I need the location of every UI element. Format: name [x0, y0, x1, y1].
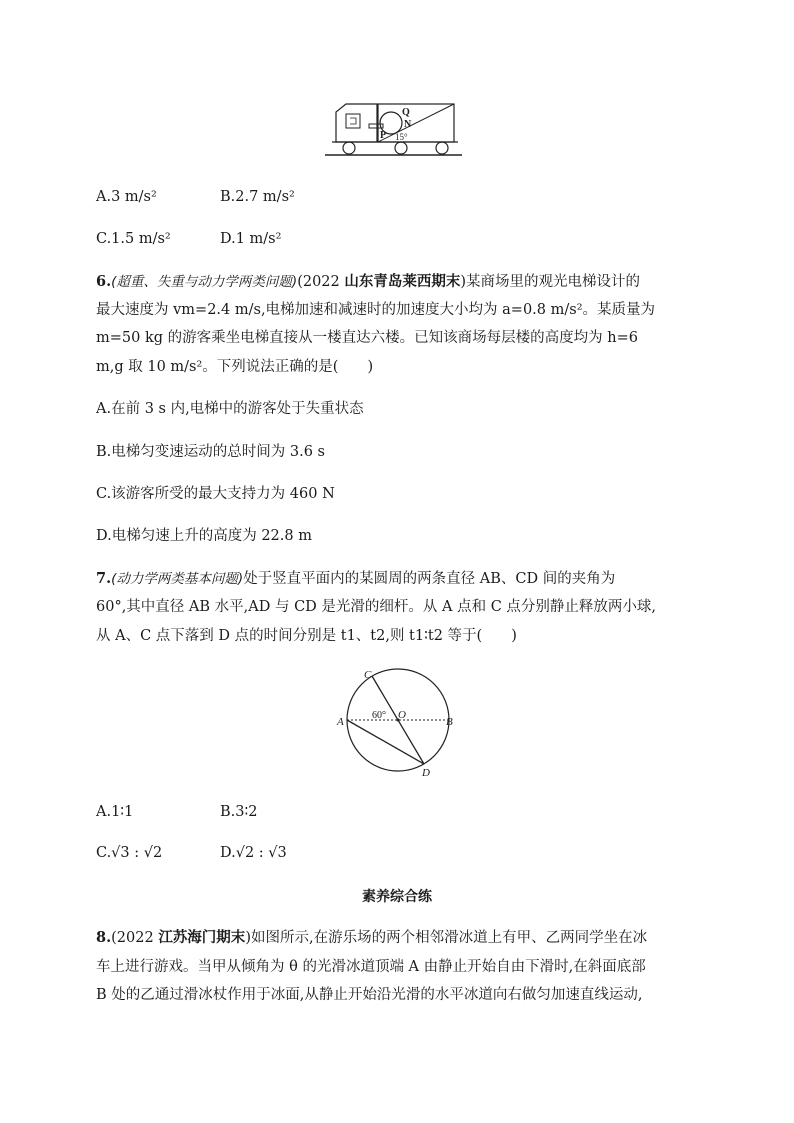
label-q: Q	[402, 107, 410, 118]
q8-source: 江苏海门期末	[158, 929, 246, 946]
q7-option-d: D.√2 : √3	[220, 845, 287, 861]
q5-option-c: C.1.5 m/s²	[96, 231, 171, 247]
q5-option-a: A.3 m/s²	[96, 189, 157, 205]
q8-source-post: )	[245, 930, 251, 946]
q6-line-2: 最大速度为 vm=2.4 m/s,电梯加速和减速时的加速度大小均为 a=0.8 m/s²。某质量为	[96, 302, 656, 318]
cart-cab-window	[346, 114, 360, 128]
q6-source: 山东青岛莱西期末	[344, 273, 461, 290]
q8-number: 8.	[96, 929, 112, 946]
q7-tag: (动力学两类基本问题)	[111, 571, 244, 587]
point-d: D	[422, 767, 430, 778]
cart-figure	[322, 100, 472, 160]
q8-line-2: 车上进行游戏。当甲从倾角为 θ 的光滑冰道顶端 A 由静止开始自由下滑时,在斜面底部	[96, 959, 646, 975]
label-n: N	[404, 119, 412, 130]
q5-option-b: B.2.7 m/s²	[220, 189, 295, 205]
q8-line-1-text: 如图所示,在游乐场的两个相邻滑冰道上有甲、乙两同学坐在冰	[250, 930, 648, 946]
point-a: A	[337, 716, 344, 728]
q8-line-3: B 处的乙通过滑冰杖作用于冰面,从静止开始沿光滑的水平冰道向右做匀加速直线运动,	[96, 987, 643, 1003]
point-c: C	[364, 669, 372, 681]
cart-wheel	[343, 142, 355, 154]
q6-line-1	[96, 272, 640, 292]
q7-line-3: 从 A、C 点下落到 D 点的时间分别是 t1、t2,则 t1∶t2 等于( )	[96, 628, 517, 644]
q6-tag: (超重、失重与动力学两类问题)	[111, 274, 298, 290]
cart-cab	[336, 104, 377, 142]
q7-option-a: A.1∶1	[96, 804, 134, 820]
point-b: B	[446, 716, 453, 728]
rod-ad	[347, 720, 424, 764]
label-p: P	[380, 130, 387, 141]
label-angle: 15°	[395, 132, 408, 142]
section-title: 素养综合练	[362, 889, 432, 905]
q7-option-b: B.3∶2	[220, 804, 258, 820]
q6-number: 6.	[96, 273, 112, 290]
q6-line-3: m=50 kg 的游客乘坐电梯直接从一楼直达六楼。已知该商场每层楼的高度均为 h=6	[96, 330, 638, 346]
q7-line-1	[96, 569, 615, 589]
cart-wheel	[436, 142, 448, 154]
circle-figure	[336, 668, 462, 778]
cart-wedge	[378, 104, 454, 142]
q7-line-1-text: 处于竖直平面内的某圆周的两条直径 AB、CD 间的夹角为	[243, 571, 616, 587]
q8-source-pre: (2022	[111, 930, 159, 946]
q7-option-c: C.√3 : √2	[96, 845, 163, 861]
q6-option-a: A.在前 3 s 内,电梯中的游客处于失重状态	[96, 401, 364, 417]
q7-number: 7.	[96, 570, 112, 587]
q6-line-1-text: 某商场里的观光电梯设计的	[466, 274, 641, 290]
cart-wheel	[395, 142, 407, 154]
point-o: O	[398, 709, 406, 721]
q5-option-d: D.1 m/s²	[220, 231, 282, 247]
q6-option-d: D.电梯匀速上升的高度为 22.8 m	[96, 528, 312, 544]
q6-option-b: B.电梯匀变速运动的总时间为 3.6 s	[96, 444, 325, 460]
q6-source-pre: (2022	[297, 274, 345, 290]
q6-line-4: m,g 取 10 m/s²。下列说法正确的是( )	[96, 359, 374, 375]
q7-line-2: 60°,其中直径 AB 水平,AD 与 CD 是光滑的细杆。从 A 点和 C 点分别静止释放两小球,	[96, 599, 657, 615]
q8-line-1	[96, 928, 647, 948]
q6-option-c: C.该游客所受的最大支持力为 460 N	[96, 486, 335, 502]
q6-source-post: )	[460, 274, 467, 290]
angle-60: 60°	[372, 710, 386, 721]
